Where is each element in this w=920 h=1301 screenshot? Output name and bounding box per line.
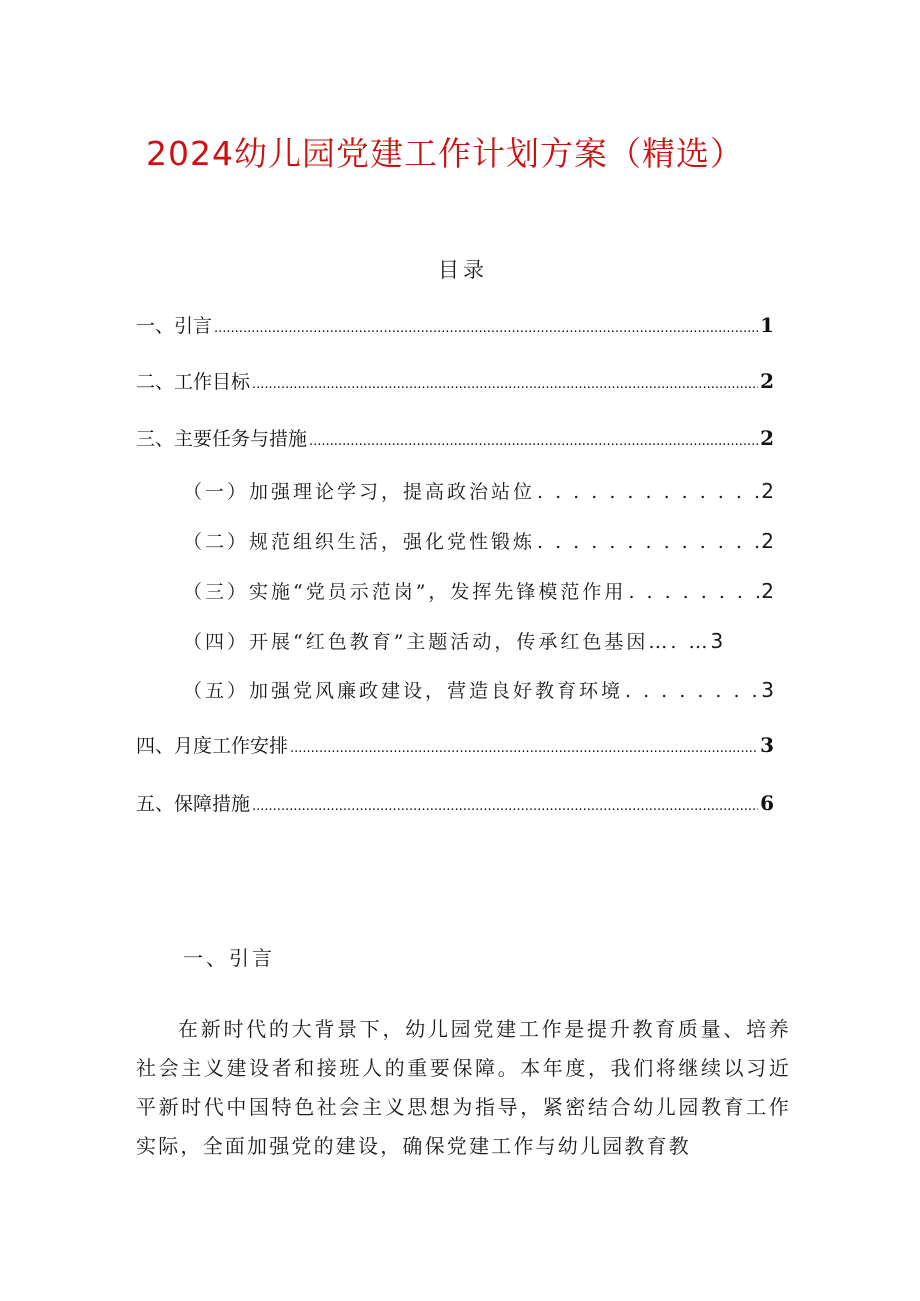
toc-entry-label: 一、引言 bbox=[136, 315, 213, 337]
toc-entry-page: 2 bbox=[761, 529, 774, 553]
toc-entry-safeguards[interactable] bbox=[136, 789, 774, 819]
toc-dot-leader bbox=[214, 321, 758, 336]
toc-entry-page: 3 bbox=[761, 678, 774, 702]
toc-dot-leader bbox=[628, 581, 759, 603]
toc-dot-leader bbox=[252, 799, 758, 814]
toc-entry-page: 6 bbox=[760, 791, 774, 815]
document-title: 2024幼儿园党建工作计划方案（精选） bbox=[146, 134, 744, 173]
toc-entry-label: （三）实施“党员示范岗”，发挥先锋模范作用 bbox=[183, 581, 627, 603]
toc-subentry-model-post[interactable] bbox=[183, 577, 774, 607]
toc-entry-page: 2 bbox=[761, 479, 774, 503]
toc-entry-page: 1 bbox=[760, 313, 774, 337]
toc-entry-goals[interactable] bbox=[136, 367, 774, 397]
body-paragraph: 在新时代的大背景下，幼儿园党建工作是提升教育质量、培养社会主义建设者和接班人的重要保障。本年度，我们将继续以习近平新时代中国特色社会主义思想为指导，紧密结合幼儿园教育工作实际，全面加强党的建设，确保党建工作与幼儿园教育教 bbox=[136, 1017, 791, 1158]
toc-dot-leader bbox=[625, 680, 759, 702]
toc-entry-label: 五、保障措施 bbox=[136, 793, 251, 815]
toc-entry-label: 三、主要任务与措施 bbox=[136, 428, 308, 450]
toc-dot-leader bbox=[290, 741, 758, 756]
toc-entry-label: （五）加强党风廉政建设，营造良好教育环境 bbox=[183, 680, 624, 702]
toc-dot-leader bbox=[309, 434, 758, 449]
toc-entry-label: 四、月度工作安排 bbox=[136, 735, 289, 757]
toc-dot-leader bbox=[537, 531, 759, 553]
toc-subentry-organization[interactable] bbox=[183, 527, 774, 557]
toc-entry-tasks[interactable] bbox=[136, 424, 774, 454]
section-heading-intro: 一、引言 bbox=[183, 946, 275, 970]
toc-entry-label: （一）加强理论学习，提高政治站位 bbox=[183, 481, 536, 503]
toc-entry-page: 2 bbox=[760, 369, 774, 393]
toc-subentry-integrity[interactable] bbox=[183, 676, 774, 706]
toc-entry-label: （二）规范组织生活，强化党性锻炼 bbox=[183, 531, 536, 553]
toc-entry-page: 3 bbox=[760, 733, 774, 757]
toc-heading: 目录 bbox=[438, 258, 488, 282]
toc-entry-page: 2 bbox=[760, 426, 774, 450]
toc-entry-label: （四）开展“红色教育”主题活动，传承红色基因…. … bbox=[183, 631, 711, 653]
toc-dot-leader bbox=[537, 481, 759, 503]
toc-entry-label: 二、工作目标 bbox=[136, 371, 251, 393]
toc-entry-page: 2 bbox=[761, 579, 774, 603]
toc-entry-page: 3 bbox=[710, 629, 724, 653]
toc-entry-monthly[interactable] bbox=[136, 731, 774, 761]
toc-subentry-red-education[interactable] bbox=[183, 627, 774, 657]
toc-subentry-theory[interactable] bbox=[183, 477, 774, 507]
toc-entry-intro[interactable] bbox=[136, 311, 774, 341]
toc-dot-leader bbox=[252, 377, 758, 392]
